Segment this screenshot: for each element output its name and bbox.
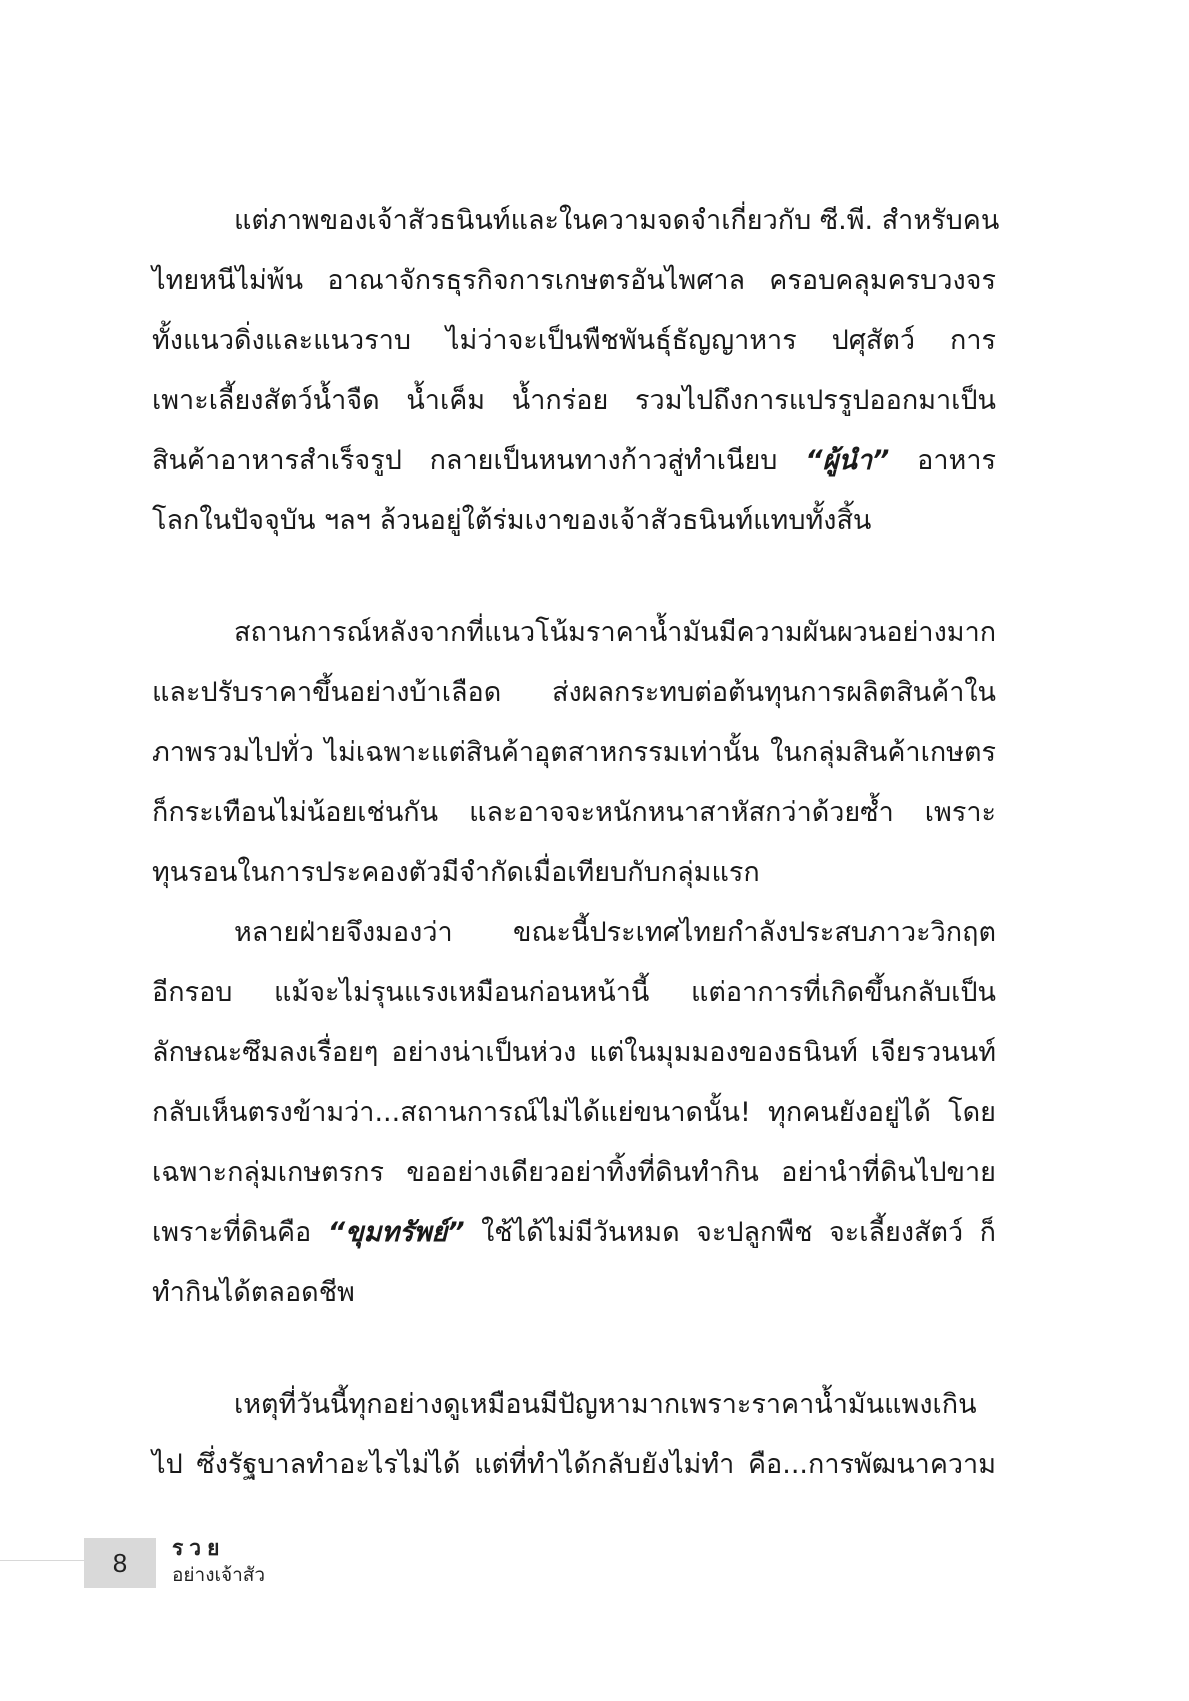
emphasis-text: “ผู้นำ”	[805, 445, 890, 476]
paragraph-1	[152, 191, 1000, 551]
text-line: เหตุที่วันนี้ทุกอย่างดูเหมือนมีปัญหามากเพราะราคาน้ำมันแพงเกิน	[234, 1389, 977, 1420]
text-line: โลกในปัจจุบัน ฯลฯ ล้วนอยู่ใต้ร่มเงาของเจ้าสัวธนินท์แทบทั้งสิ้น	[152, 505, 872, 536]
text-line: ก็กระเทือนไม่น้อยเช่นกัน และอาจจะหนักหนาสาหัสกว่าด้วยซ้ำ เพราะ	[152, 797, 996, 828]
book-subtitle: อย่างเจ้าสัว	[172, 1565, 266, 1586]
text-line: และปรับราคาขึ้นอย่างบ้าเลือด ส่งผลกระทบต่อต้นทุนการผลิตสินค้าใน	[152, 677, 996, 708]
text-line: แต่ภาพของเจ้าสัวธนินท์และในความจดจำเกี่ยวกับ ซี.พี. สำหรับคน	[234, 205, 1000, 236]
text-line: ไป ซึ่งรัฐบาลทำอะไรไม่ได้ แต่ที่ทำได้กลับยังไม่ทำ คือ...การพัฒนาความ	[152, 1449, 996, 1480]
text-line: ทั้งแนวดิ่งและแนวราบ ไม่ว่าจะเป็นพืชพันธุ์ธัญญาหาร ปศุสัตว์ การ	[152, 325, 996, 356]
page-body	[152, 191, 1000, 1495]
text-line: ไทยหนีไม่พ้น อาณาจักรธุรกิจการเกษตรอันไพศาล ครอบคลุมครบวงจร	[152, 265, 996, 296]
text-line: อีกรอบ แม้จะไม่รุนแรงเหมือนก่อนหน้านี้ แต่อาการที่เกิดขึ้นกลับเป็น	[152, 977, 996, 1008]
text-line: ภาพรวมไปทั่ว ไม่เฉพาะแต่สินค้าอุตสาหกรรมเท่านั้น ในกลุ่มสินค้าเกษตร	[152, 737, 996, 768]
text-line: เพาะเลี้ยงสัตว์น้ำจืด น้ำเค็ม น้ำกร่อย รวมไปถึงการแปรรูปออกมาเป็น	[152, 385, 996, 416]
text-run: เพราะที่ดินคือ	[152, 1217, 328, 1248]
text-line: ทำกินได้ตลอดชีพ	[152, 1277, 355, 1308]
paragraph-3	[152, 903, 996, 1323]
text-line	[152, 431, 996, 491]
footer-rule	[0, 1560, 84, 1561]
text-run: สินค้าอาหารสำเร็จรูป กลายเป็นหนทางก้าวสู่ทำเนียบ	[152, 445, 806, 476]
text-line: สถานการณ์หลังจากที่แนวโน้มราคาน้ำมันมีความผันผวนอย่างมาก	[234, 617, 997, 648]
text-run: อาหาร	[889, 445, 996, 476]
text-line: กลับเห็นตรงข้ามว่า...สถานการณ์ไม่ได้แย่ขนาดนั้น! ทุกคนยังอยู่ได้ โดย	[152, 1097, 996, 1128]
text-line: ลักษณะซึมลงเรื่อยๆ อย่างน่าเป็นห่วง แต่ในมุมมองของธนินท์ เจียรวนนท์	[152, 1037, 996, 1068]
book-title: รวย	[172, 1537, 226, 1560]
paragraph-4	[152, 1375, 996, 1495]
text-line: ทุนรอนในการประคองตัวมีจำกัดเมื่อเทียบกับกลุ่มแรก	[152, 857, 760, 888]
text-line: เฉพาะกลุ่มเกษตรกร ขออย่างเดียวอย่าทิ้งที่ดินทำกิน อย่านำที่ดินไปขาย	[152, 1157, 996, 1188]
text-line: หลายฝ่ายจึงมองว่า ขณะนี้ประเทศไทยกำลังประสบภาวะวิกฤต	[234, 917, 996, 948]
page-number	[84, 1538, 156, 1588]
emphasis-text: “ขุมทรัพย์”	[327, 1217, 465, 1248]
text-run: ใช้ได้ไม่มีวันหมด จะปลูกพืช จะเลี้ยงสัตว์ ก็	[464, 1217, 996, 1248]
text-line	[152, 1203, 996, 1263]
page-number-text: 8	[112, 1547, 128, 1578]
paragraph-2	[152, 603, 996, 903]
